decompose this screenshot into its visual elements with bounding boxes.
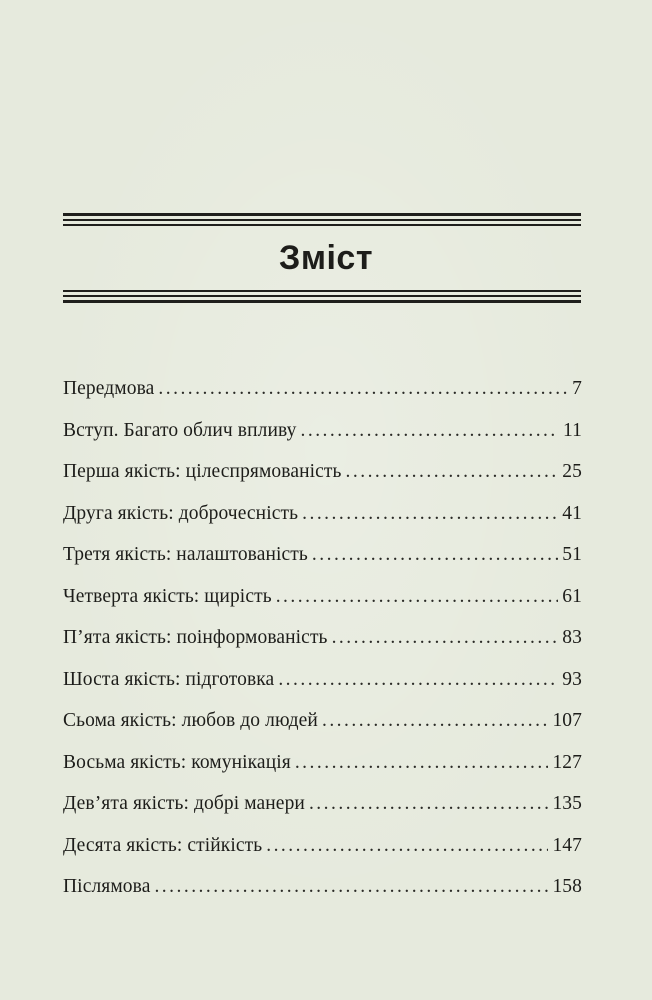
toc-entry-page: 135 (552, 793, 582, 814)
toc-leader-dots (332, 627, 559, 649)
toc-entry-introduction[interactable] (63, 420, 582, 462)
toc-entry-page: 127 (552, 751, 582, 773)
rule-line (63, 300, 581, 303)
toc-entry-quality-2[interactable] (63, 503, 582, 545)
rule-line (63, 213, 581, 216)
toc-entry-label: Десята якість: стійкість (63, 834, 263, 856)
toc-leader-dots (278, 669, 558, 691)
toc-leader-dots (346, 461, 559, 483)
toc-entry-afterword[interactable] (63, 876, 582, 918)
toc-entry-page: 25 (562, 461, 582, 482)
toc-leader-dots (302, 503, 558, 525)
toc-entry-label: Восьма якість: комунікація (63, 751, 291, 773)
toc-entry-page: 61 (562, 585, 582, 607)
toc-entry-label: Четверта якість: щирість (63, 585, 272, 607)
toc-entry-quality-8[interactable] (63, 752, 582, 794)
toc-entry-page: 11 (563, 419, 582, 441)
toc-entry-label: Перша якість: цілеспрямованість (63, 461, 342, 482)
toc-leader-dots (266, 835, 548, 857)
toc-entry-quality-3[interactable] (63, 544, 582, 586)
rule-line (63, 219, 581, 221)
toc-entry-page: 41 (562, 502, 582, 524)
toc-entry-page: 51 (562, 544, 582, 565)
toc-entry-quality-9[interactable] (63, 793, 582, 835)
toc-entry-label: Вступ. Багато облич впливу (63, 419, 297, 441)
toc-entry-label: Дев’ята якість: добрі манери (63, 793, 305, 814)
table-of-contents (63, 378, 582, 918)
toc-entry-label: Третя якість: налаштованість (63, 544, 308, 565)
toc-entry-quality-6[interactable] (63, 669, 582, 711)
toc-entry-label: Друга якість: доброчесність (63, 502, 299, 524)
title-bottom-rule (63, 290, 581, 306)
toc-entry-quality-4[interactable] (63, 586, 582, 628)
toc-leader-dots (301, 420, 560, 442)
toc-entry-page: 147 (552, 834, 582, 856)
toc-entry-quality-7[interactable] (63, 710, 582, 752)
toc-entry-page: 83 (562, 627, 582, 648)
rule-line (63, 224, 581, 226)
toc-leader-dots (312, 544, 558, 566)
rule-line (63, 290, 581, 292)
toc-entry-quality-5[interactable] (63, 627, 582, 669)
toc-leader-dots (309, 793, 548, 815)
toc-leader-dots (276, 586, 559, 608)
toc-entry-quality-10[interactable] (63, 835, 582, 877)
toc-entry-foreword[interactable] (63, 378, 582, 420)
toc-entry-label: Сьома якість: любов до людей (63, 710, 318, 731)
toc-entry-label: Післямова (63, 876, 151, 897)
title-top-rule (63, 213, 581, 229)
page-title: Зміст (279, 239, 373, 277)
toc-leader-dots (158, 378, 568, 400)
toc-leader-dots (322, 710, 548, 732)
rule-line (63, 295, 581, 297)
toc-entry-label: Передмова (63, 378, 155, 399)
toc-entry-page: 107 (552, 710, 582, 731)
toc-entry-page: 93 (562, 668, 582, 690)
toc-entry-page: 7 (572, 378, 582, 399)
toc-entry-label: П’ята якість: поінформованість (63, 627, 328, 648)
toc-entry-page: 158 (552, 876, 582, 897)
toc-leader-dots (154, 876, 548, 898)
toc-leader-dots (295, 752, 549, 774)
toc-entry-quality-1[interactable] (63, 461, 582, 503)
toc-entry-label: Шоста якість: підготовка (63, 668, 275, 690)
